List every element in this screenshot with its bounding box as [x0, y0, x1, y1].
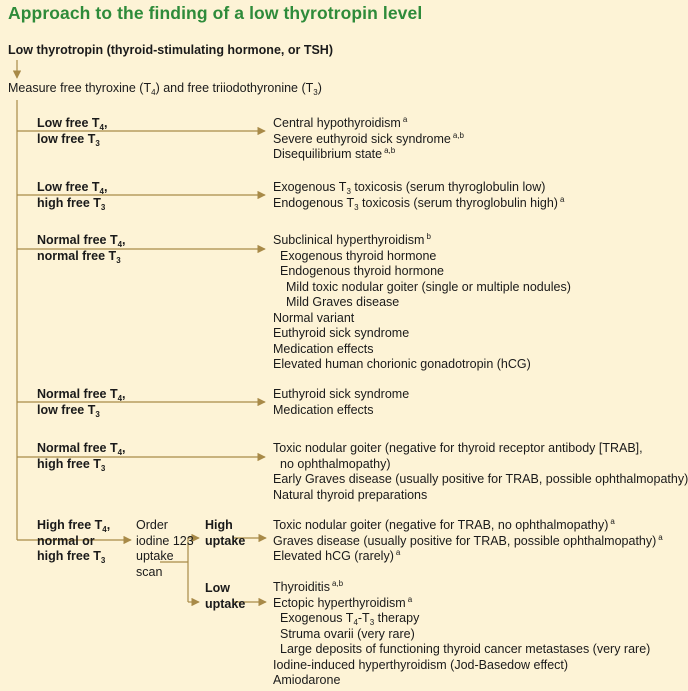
result-item: Euthyroid sick syndrome — [273, 387, 410, 401]
branch-condition: Normal free $T_4$, normal free $T_3$ — [37, 233, 126, 265]
result-item: Central hypothyroidism $^a$ — [273, 115, 408, 130]
result-item: Struma ovarii (very rare) — [280, 626, 415, 641]
result-item: Exogenous $T_4-T_3$ therapy — [280, 611, 420, 627]
result-item: no ophthalmopathy) — [280, 456, 391, 471]
scan-node: Order iodine 123 uptake scan — [136, 518, 194, 579]
branch-results — [273, 441, 688, 503]
result-item: Euthyroid sick syndrome — [273, 326, 410, 340]
branch-condition: Normal free $T_4$, low free $T_3$ — [37, 387, 126, 419]
result-item: Elevated hCG (rarely) $^a$ — [273, 548, 401, 563]
result-item: Exogenous thyroid hormone — [280, 248, 437, 263]
result-item: Elevated human chorionic gonadotropin (hCG) — [273, 357, 531, 371]
result-item: Medication effects — [273, 402, 374, 417]
branch-results — [273, 180, 564, 211]
high-uptake-label: High uptake — [205, 518, 246, 548]
result-item: Early Graves disease (usually positive for TRAB, possible ophthalmopathy) — [273, 472, 688, 486]
result-item: Mild Graves disease — [286, 295, 400, 309]
low-uptake-results — [273, 580, 650, 689]
result-item: Medication effects — [273, 341, 374, 356]
branch-condition: Low free $T_4$, high free $T_3$ — [37, 180, 108, 212]
result-item: Iodine-induced hyperthyroidism (Jod-Basedow effect) — [273, 657, 569, 672]
result-item: Thyroiditis $^{a,b}$ — [273, 579, 344, 594]
branch-condition: Low free $T_4$, low free $T_3$ — [37, 116, 108, 148]
result-item: Endogenous $T_3$ toxicosis (serum thyroglobulin high) $^a$ — [273, 194, 565, 212]
result-item: Subclinical hyperthyroidism $^b$ — [273, 232, 431, 247]
result-item: Mild toxic nodular goiter (single or multiple nodules) — [286, 279, 571, 294]
result-item: Severe euthyroid sick syndrome $^{a,b}$ — [273, 130, 464, 146]
last-branch-condition: High free $T_4$, normal or high free $T_3$ — [37, 518, 111, 565]
page-title: Approach to the finding of a low thyrotropin level — [8, 3, 423, 23]
result-item: Endogenous thyroid hormone — [280, 264, 445, 278]
branch-results — [273, 387, 409, 418]
start-node: Low thyrotropin (thyroid-stimulating hormone, or TSH) — [8, 43, 333, 57]
result-item: Toxic nodular goiter (negative for thyroid receptor antibody [TRAB], — [273, 441, 643, 455]
result-item: Ectopic hyperthyroidism $^a$ — [273, 594, 413, 610]
high-uptake-results — [273, 518, 663, 565]
result-item: Graves disease (usually positive for TRAB, possible ophthalmopathy) $^a$ — [273, 532, 663, 548]
branch-condition: Normal free $T_4$, high free $T_3$ — [37, 441, 126, 473]
result-item: Amiodarone — [273, 673, 341, 687]
result-item: Toxic nodular goiter (negative for TRAB, no ophthalmopathy) $^a$ — [273, 517, 615, 532]
low-uptake-label: Low uptake — [205, 581, 246, 611]
result-item: Large deposits of functioning thyroid cancer metastases (very rare) — [280, 642, 651, 656]
result-item: Natural thyroid preparations — [273, 487, 428, 502]
result-item: Disequilibrium state $^{a,b}$ — [273, 146, 396, 161]
branch-results — [273, 116, 464, 163]
branch-results — [273, 233, 571, 373]
measure-node: Measure free thyroxine $(T_4)$ and free triiodothyronine $(T_3)$ — [8, 81, 322, 97]
result-item: Exogenous $T_3$ toxicosis (serum thyroglobulin low) — [273, 180, 546, 196]
result-item: Normal variant — [273, 310, 355, 325]
